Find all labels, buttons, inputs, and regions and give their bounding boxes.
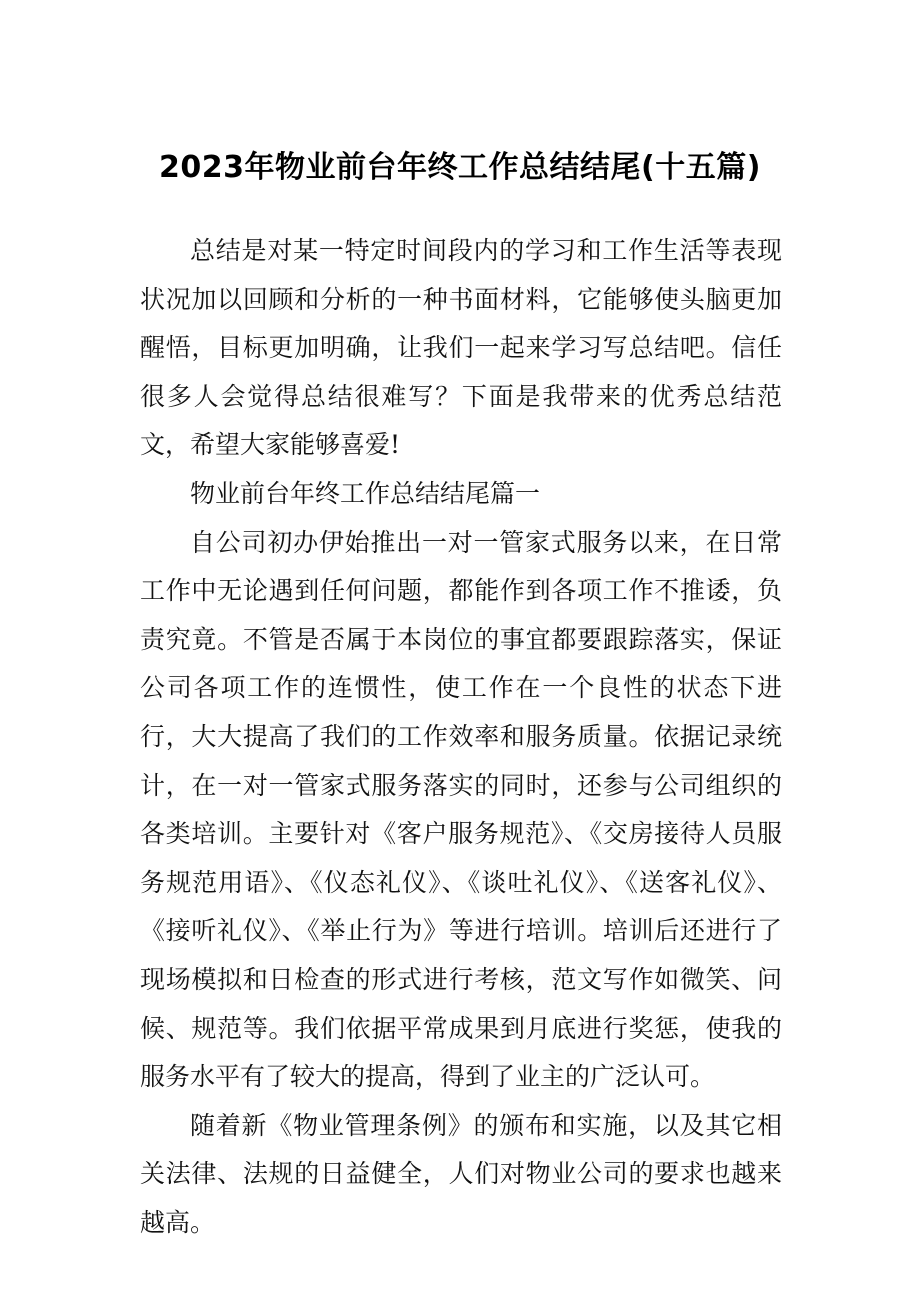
body-paragraph: 随着新《物业管理条例》的颁布和实施，以及其它相关法律、法规的日益健全，人们对物业公司的要求也越来越高。 — [140, 1110, 782, 1237]
document-title: 2023年物业前台年终工作总结结尾(十五篇) — [159, 150, 761, 185]
section-heading: 物业前台年终工作总结结尾篇一 — [190, 478, 541, 508]
body-paragraph: 自公司初办伊始推出一对一管家式服务以来，在日常工作中无论遇到任何问题，都能作到各项工作不推诿，负责究竟。不管是否属于本岗位的事宜都要跟踪落实，保证公司各项工作的连惯性，使工作在一个良性的状态下进行，大大提高了我们的工作效率和服务质量。依据记录统计，在一对一管家式服务落实的同时，还参与公司组织的各类培训。主要针对《客户服务规范》、《交房接待人员服务规范用语》、《仪态礼仪》、《谈吐礼仪》、《送客礼仪》、《接听礼仪》、《举止行为》等进行培训。培训后还进行了现场模拟和日检查的形式进行考核，范文写作如微笑、问候、规范等。我们依据平常成果到月底进行奖惩，使我的服务水平有了较大的提高，得到了业主的广泛认可。 — [140, 527, 782, 1092]
document-body — [140, 227, 782, 1247]
intro-paragraph: 总结是对某一特定时间段内的学习和工作生活等表现状况加以回顾和分析的一种书面材料，它能够使头脑更加醒悟，目标更加明确，让我们一起来学习写总结吧。信任很多人会觉得总结很难写？下面是我带来的优秀总结范文，希望大家能够喜爱! — [140, 236, 782, 460]
